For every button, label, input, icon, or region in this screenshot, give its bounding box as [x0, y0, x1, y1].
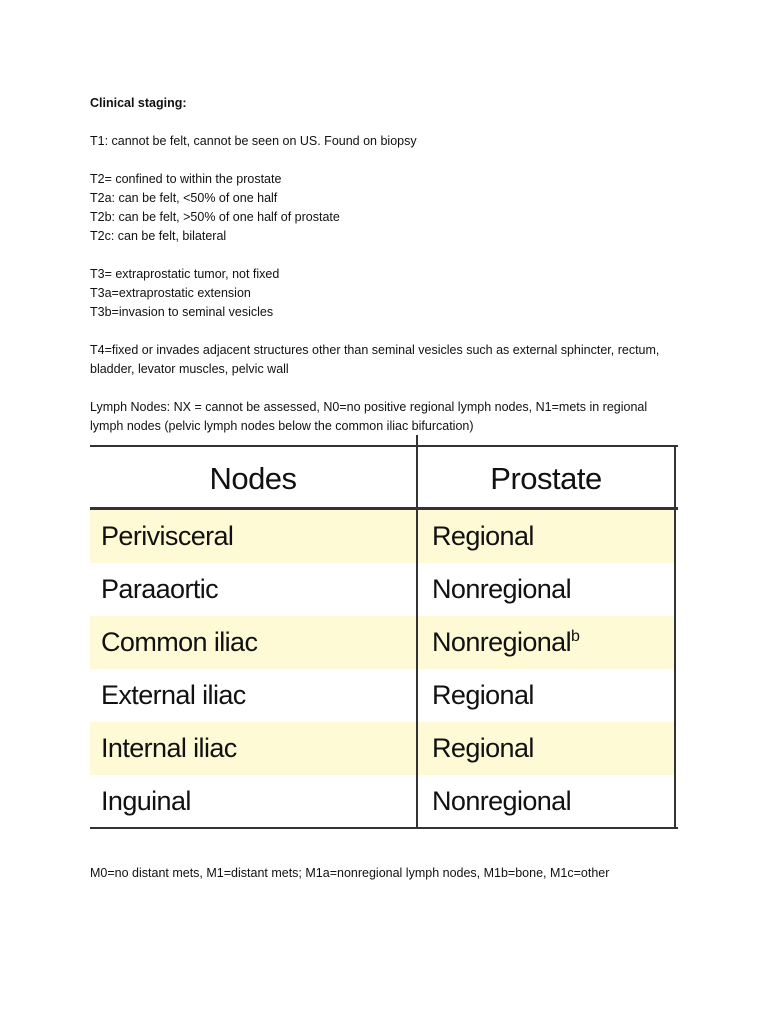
- table-row: [90, 775, 676, 828]
- table-header: [90, 445, 678, 507]
- footnote-marker: b: [571, 628, 580, 645]
- t4-paragraph: T4=fixed or invades adjacent structures other than seminal vesicles such as external sphincter, rectum, bladder, levator muscles, pelvic wall: [90, 343, 660, 376]
- prostate-cell: Regional: [432, 521, 534, 551]
- node-cell: Perivisceral: [101, 521, 234, 551]
- prostate-cell: Nonregional: [432, 786, 571, 816]
- t1-line: T1: cannot be felt, cannot be seen on US. Found on biopsy: [90, 134, 417, 148]
- t2a-line: T2a: can be felt, <50% of one half: [90, 191, 278, 205]
- node-cell: External iliac: [101, 680, 246, 710]
- lymph-nodes-paragraph: Lymph Nodes: NX = cannot be assessed, N0=no positive regional lymph nodes, N1=mets in regional lymph nodes (pelvic lymph nodes below the common iliac bifurcation): [90, 400, 648, 433]
- t2-line: T2= confined to within the prostate: [90, 172, 282, 186]
- table-row: [90, 669, 676, 722]
- document-body: [90, 94, 690, 436]
- node-cell: Inguinal: [101, 786, 191, 816]
- prostate-cell: Nonregional: [432, 574, 571, 604]
- t3a-line: T3a=extraprostatic extension: [90, 286, 251, 300]
- table-row: [90, 563, 676, 616]
- metastasis-line: M0=no distant mets, M1=distant mets; M1a=nonregional lymph nodes, M1b=bone, M1c=other: [90, 865, 610, 880]
- node-cell: Common iliac: [101, 627, 258, 657]
- prostate-cell: Regional: [432, 733, 534, 763]
- prostate-cell: Regional: [432, 680, 534, 710]
- t2c-line: T2c: can be felt, bilateral: [90, 229, 227, 243]
- table-row: [90, 616, 676, 669]
- header-nodes: Nodes: [209, 461, 297, 496]
- t2b-line: T2b: can be felt, >50% of one half of prostate: [90, 210, 340, 224]
- right-border: [674, 445, 676, 829]
- node-cell: Internal iliac: [101, 733, 237, 763]
- page-heading: Clinical staging:: [90, 96, 187, 110]
- t3b-line: T3b=invasion to seminal vesicles: [90, 305, 274, 319]
- table-row: [90, 510, 676, 563]
- nodes-table: [90, 445, 678, 829]
- prostate-cell-text: Nonregional: [432, 627, 571, 657]
- column-divider: [416, 435, 418, 828]
- table-bottom-rule: [90, 827, 678, 829]
- table-row: [90, 722, 676, 775]
- t3-line: T3= extraprostatic tumor, not fixed: [90, 267, 280, 281]
- header-prostate: Prostate: [490, 461, 602, 496]
- node-cell: Paraaortic: [101, 574, 219, 604]
- prostate-cell: [432, 627, 579, 658]
